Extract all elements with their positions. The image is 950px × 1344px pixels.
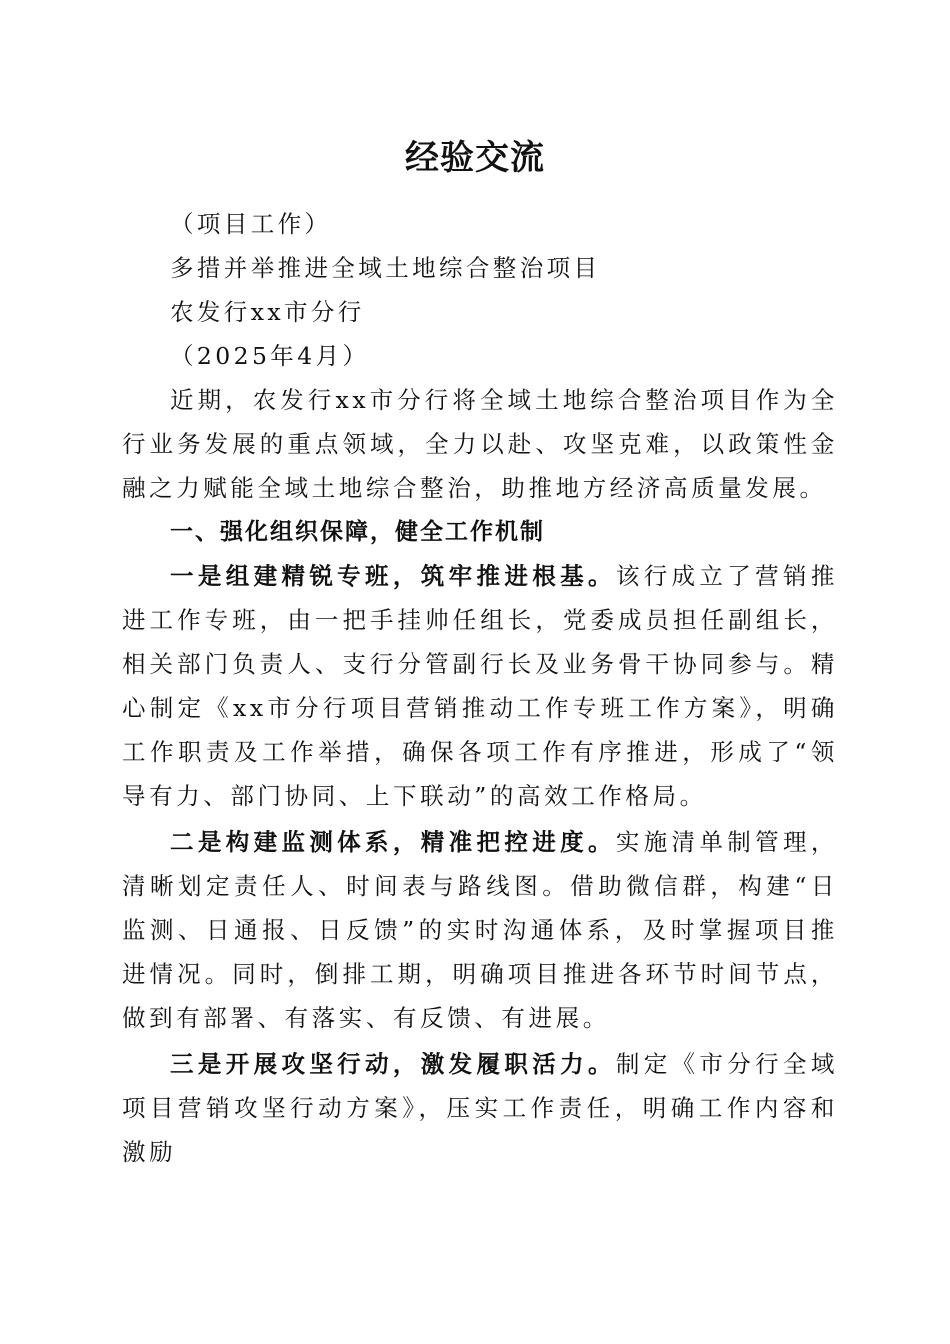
document-headline: 多措并举推进全域土地综合整治项目 — [170, 254, 601, 282]
paragraph-2-lead: 二是构建监测体系，精准把控进度。 — [170, 828, 616, 856]
paragraph-3-lead: 三是开展攻坚行动，激发履职活力。 — [170, 1050, 616, 1078]
document-category: （项目工作） — [170, 210, 332, 238]
paragraph-1-body: 该行成立了营销推进工作专班，由一把手挂帅任组长，党委成员担任副组长，相关部门负责人、支行分管副行长及业务骨干协同参与。精心制定《xx市分行项目营销推动工作专班工作方案》，明确工作职责及工作举措，确保各项工作有序推进，形成了“领导有力、部门协同、上下联动”的高效工作格局。 — [122, 562, 838, 810]
document-author: 农发行xx市分行 — [170, 298, 365, 326]
paragraph-2 — [122, 820, 838, 1040]
paragraph-2-body: 实施清单制管理，清晰划定责任人、时间表与路线图。借助微信群，构建“日监测、日通报、日反馈”的实时沟通体系，及时掌握项目推进情况。同时，倒排工期，明确项目推进各环节时间节点，做到有部署、有落实、有反馈、有进展。 — [122, 828, 838, 1032]
paragraph-3 — [122, 1042, 838, 1174]
paragraph-1-lead: 一是组建精锐专班，筑牢推进根基。 — [170, 562, 616, 590]
document-date: （2025年4月） — [170, 342, 370, 370]
document-body — [122, 202, 838, 1174]
document-title: 经验交流 — [405, 138, 545, 178]
paragraph-1 — [122, 554, 838, 818]
paragraph-3-body: 制定《市分行全域项目营销攻坚行动方案》，压实工作责任，明确工作内容和激励 — [122, 1050, 838, 1166]
section-heading-1: 一、强化组织保障，健全工作机制 — [170, 519, 545, 545]
intro-paragraph: 近期，农发行xx市分行将全域土地综合整治项目作为全行业务发展的重点领域，全力以赴、攻坚克难，以政策性金融之力赋能全域土地综合整治，助推地方经济高质量发展。 — [122, 386, 838, 502]
